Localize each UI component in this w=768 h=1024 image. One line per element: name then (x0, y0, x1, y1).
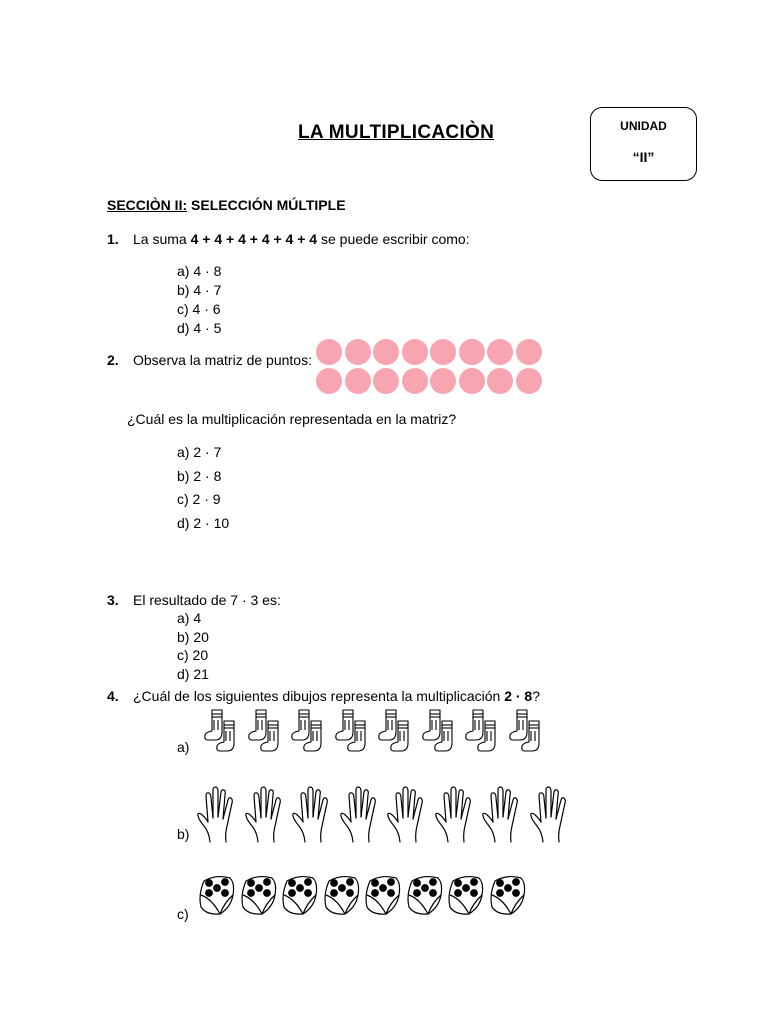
q4-option-a-drawing[interactable] (196, 708, 546, 754)
hand-icon (291, 786, 331, 844)
q1-text-after: se puede escribir como: (317, 231, 470, 247)
q1-option-d[interactable]: d) 4 · 5 (177, 320, 222, 336)
q4-option-b-drawing[interactable] (196, 786, 580, 844)
q3-number: 3. (107, 592, 119, 608)
matrix-dot (345, 368, 371, 394)
hand-icon (386, 786, 426, 844)
q2-option-b[interactable]: b) 2 · 8 (177, 467, 222, 484)
q3-option-c[interactable]: c) 20 (177, 647, 209, 663)
matrix-dot (402, 339, 428, 365)
q3-option-a[interactable]: a) 4 (177, 610, 202, 626)
matrix-dot (373, 339, 399, 365)
matrix-dot (487, 368, 513, 394)
dice-five-icon (489, 873, 527, 917)
socks-pair-icon (501, 708, 543, 754)
q4-number: 4. (107, 688, 119, 704)
q2-text: Observa la matriz de puntos: (133, 352, 312, 368)
q1-options (177, 262, 221, 338)
hand-icon (339, 786, 379, 844)
matrix-dot (430, 339, 456, 365)
q3-text: El resultado de 7 · 3 es: (133, 592, 281, 608)
section-heading (107, 197, 346, 213)
socks-pair-icon (327, 708, 369, 754)
q2-option-d[interactable]: d) 2 · 10 (177, 514, 230, 531)
q1-number: 1. (107, 231, 119, 247)
q2-options (177, 441, 229, 535)
q3-options (177, 609, 209, 683)
dice-five-icon (406, 873, 444, 917)
matrix-dot (459, 368, 485, 394)
matrix-dot (316, 339, 342, 365)
matrix-dot (345, 339, 371, 365)
q4-text-before: ¿Cuál de los siguientes dibujos representa la multiplicación (133, 688, 505, 704)
q1-text (133, 231, 470, 247)
q2-number: 2. (107, 352, 119, 368)
q4-text (133, 688, 540, 704)
q4-expression: 2 · 8 (504, 688, 533, 704)
socks-pair-icon (240, 708, 282, 754)
dice-five-icon (240, 873, 278, 917)
socks-pair-icon (370, 708, 412, 754)
q4-option-a-label[interactable]: a) (177, 739, 190, 755)
q1-option-b[interactable]: b) 4 · 7 (177, 282, 222, 298)
q1-expression: 4 + 4 + 4 + 4 + 4 + 4 (190, 231, 318, 247)
hand-icon (196, 786, 236, 844)
hand-icon (434, 786, 474, 844)
q3-option-b[interactable]: b) 20 (177, 628, 209, 645)
q4-option-b-label[interactable]: b) (177, 826, 190, 842)
socks-pair-icon (196, 708, 238, 754)
matrix-dot (373, 368, 399, 394)
q2-question: ¿Cuál es la multiplicación representada en la matriz? (127, 411, 457, 427)
matrix-dot (516, 368, 542, 394)
q4-text-after: ? (532, 688, 541, 704)
unit-label: UNIDAD (620, 119, 667, 133)
q3-option-d[interactable]: d) 21 (177, 665, 209, 682)
q2-option-a[interactable]: a) 2 · 7 (177, 444, 222, 460)
hand-icon (244, 786, 284, 844)
matrix-dot (316, 368, 342, 394)
q1-option-a[interactable]: a) 4 · 8 (177, 263, 222, 279)
section-label: SECCIÒN II: (107, 197, 188, 213)
dice-five-icon (281, 873, 319, 917)
q4-option-c-drawing[interactable] (198, 873, 534, 919)
q1-option-c[interactable]: c) 4 · 6 (177, 301, 221, 317)
dice-five-icon (198, 873, 236, 917)
dice-five-icon (323, 873, 361, 917)
dice-five-icon (364, 873, 402, 917)
matrix-dot (487, 339, 513, 365)
socks-pair-icon (457, 708, 499, 754)
socks-pair-icon (283, 708, 325, 754)
unit-number: “II” (632, 149, 655, 165)
q1-text-before: La suma (133, 231, 191, 247)
dot-matrix (316, 339, 542, 395)
q4-option-c-label[interactable]: c) (177, 906, 189, 922)
q2-option-c[interactable]: c) 2 · 9 (177, 491, 221, 507)
matrix-dot (516, 339, 542, 365)
matrix-dot (459, 339, 485, 365)
section-name: SELECCIÓN MÚLTIPLE (191, 197, 346, 213)
dice-five-icon (447, 873, 485, 917)
page-title: LA MULTIPLICACIÒN (298, 122, 495, 143)
matrix-dot (402, 368, 428, 394)
hand-icon (529, 786, 569, 844)
hand-icon (481, 786, 521, 844)
matrix-dot (430, 368, 456, 394)
socks-pair-icon (414, 708, 456, 754)
unit-box (590, 107, 697, 181)
